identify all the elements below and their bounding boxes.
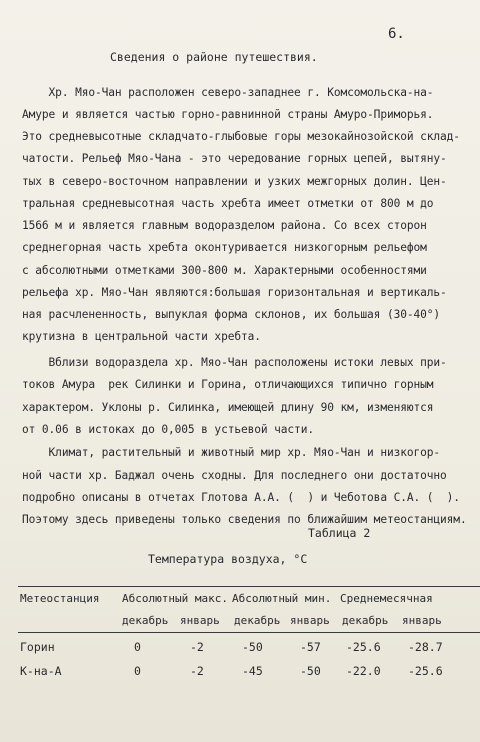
subheader: январь [402,614,442,627]
header-monthly-mean: Среднемесячная [340,592,433,605]
table-cell: 0 [134,640,141,654]
table-cell-station: К-на-А [20,664,62,678]
text-line: среднегорная часть хребта оконтуривается низкогорным рельефом [22,241,427,254]
table-cell-station: Горин [20,640,55,654]
text-line: Амуре и является частью горно-равнинной страны Амуро-Приморья. [22,108,434,121]
text-line: ной части хр. Баджал очень сходны. Для последнего они достаточно [22,469,447,482]
subheader: декабрь [342,614,389,627]
table-cell: -22.0 [346,664,381,678]
text-line: от 0.06 в истоках до 0,005 в устьевой части. [22,423,314,436]
table-cell: -28.7 [408,640,443,654]
table-cell: -2 [190,640,204,654]
header-abs-max: Абсолютный макс. [122,592,228,605]
subheader: январь [290,614,330,627]
text-line: крутизна в центральной части хребта. [22,330,261,343]
text-line: Вблизи водораздела хр. Мяо-Чан расположены истоки левых при- [22,356,447,369]
table-cell: -50 [242,640,263,654]
text-line: тральная средневысотная часть хребта имеет отметки от 800 м до [22,197,434,210]
table-cell: -50 [300,664,321,678]
subheader: декабрь [234,614,281,627]
text-line: Поэтому здесь приведены только сведения по ближайшим метеостанциям. [22,513,467,526]
text-line: Хр. Мяо-Чан расположен северо-западнее г. Комсомольска-на- [22,86,434,99]
text-line: ная расчлененность, выпуклая форма склонов, их большая (30-40°) [22,308,441,321]
text-line: Климат, растительный и животный мир хр. Мяо-Чан и низкогор- [22,446,441,459]
text-line: тых в северо-восточном направлении и узких межгорных долин. Цен- [22,175,447,188]
table-cell: 0 [134,664,141,678]
table-label: Таблица 2 [308,526,371,540]
table-cell: -2 [190,664,204,678]
header-station: Метеостанция [20,592,100,605]
header-abs-min: Абсолютный мин. [232,592,332,605]
table-cell: -25.6 [346,640,381,654]
page-number: 6. [388,26,405,42]
text-line: чатости. Рельеф Мяо-Чана - это чередование горных цепей, вытяну- [22,152,447,165]
table-cell: -25.6 [408,664,443,678]
table-caption: Температура воздуха, °С [148,552,308,566]
table-header-rule [18,632,480,633]
text-line: подробно описаны в отчетах Глотова А.А. ( ) и Чеботова С.А. ( ). [22,491,460,504]
text-line: Это средневысотные складчато-глыбовые горы мезокайнозойской склад- [22,130,460,143]
table-top-rule [18,586,480,587]
text-line: с абсолютными отметками 300-800 м. Характерными особенностями [22,264,427,277]
subheader: декабрь [122,614,169,627]
text-line: рельефа хр. Мяо-Чан являются:большая горизонтальная и вертикаль- [22,286,447,299]
table-cell: -45 [242,664,263,678]
text-line: 1566 м и является главным водоразделом района. Со всех сторон [22,219,427,232]
section-heading: Сведения о районе путешествия. [110,50,318,64]
text-line: токов Амура рек Силинки и Горина, отличающихся типично горным [22,378,434,391]
text-line: характером. Уклоны р. Силинка, имеющей длину 90 км, изменяются [22,401,434,414]
subheader: январь [180,614,220,627]
table-cell: -57 [300,640,321,654]
